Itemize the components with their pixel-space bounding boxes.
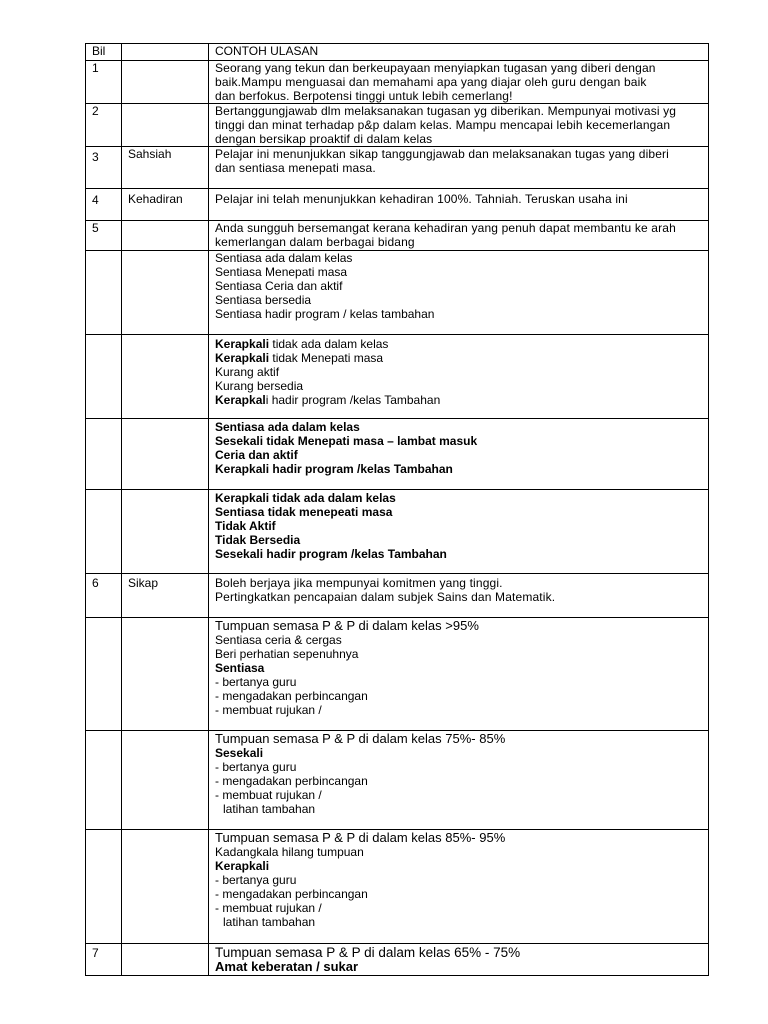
row-number	[86, 944, 122, 976]
desc-line: Sentiasa ada dalam kelas	[215, 420, 360, 434]
desc-line	[215, 393, 708, 407]
desc-line: Sentiasa hadir program / kelas tambahan	[215, 307, 435, 321]
plain-text: Kurang bersedia	[215, 379, 304, 393]
emphasis-text: Kerapkali	[215, 351, 270, 365]
desc-line: - bertanya guru	[215, 873, 297, 887]
emphasis-text: Kerapkal	[215, 393, 266, 407]
desc-line: Tumpuan semasa P & P di dalam kelas 75%- 85%	[215, 731, 506, 746]
row-number	[86, 618, 122, 731]
row-category-text: Kehadiran	[128, 192, 183, 206]
table-row	[86, 189, 709, 221]
emphasis-text: Kerapkali	[215, 337, 270, 351]
row-number	[86, 419, 122, 490]
desc-line: Tumpuan semasa P & P di dalam kelas >95%	[215, 618, 479, 633]
desc-line: Beri perhatian sepenuhnya	[215, 647, 359, 661]
desc-line	[215, 379, 708, 393]
row-number	[86, 335, 122, 419]
row-category	[122, 419, 209, 490]
desc-line: Sesekali hadir program /kelas Tambahan	[215, 547, 447, 561]
desc-line: Amat keberatan / sukar	[215, 959, 359, 974]
desc-line: Kerapkali hadir program /kelas Tambahan	[215, 462, 453, 476]
desc-line: - bertanya guru	[215, 760, 297, 774]
row-description	[209, 251, 709, 335]
row-category	[122, 221, 209, 251]
row-number	[86, 251, 122, 335]
row-description	[209, 147, 709, 189]
desc-line: dengan bersikap proaktif di dalam kelas	[215, 132, 433, 146]
row-number-text: 7	[92, 946, 99, 960]
row-description	[209, 490, 709, 574]
desc-line: Tidak Bersedia	[215, 533, 301, 547]
desc-line: Kerapkali	[215, 859, 270, 873]
table-header-row	[86, 44, 709, 61]
desc-line: Boleh berjaya jika mempunyai komitmen yang tinggi.	[215, 576, 503, 590]
row-category	[122, 61, 209, 104]
plain-text: tidak ada dalam kelas	[269, 337, 389, 351]
row-category	[122, 104, 209, 147]
table-row	[86, 830, 709, 944]
table-row	[86, 335, 709, 419]
desc-line: Sesekali	[215, 746, 264, 760]
row-number	[86, 830, 122, 944]
row-description	[209, 618, 709, 731]
row-number	[86, 189, 122, 221]
desc-line: latihan tambahan	[223, 802, 316, 816]
desc-line: - membuat rujukan /	[215, 703, 322, 717]
row-number-text: 6	[92, 576, 99, 590]
desc-line	[215, 351, 708, 365]
table-row	[86, 944, 709, 976]
row-number-text: 3	[92, 150, 99, 164]
row-number	[86, 731, 122, 830]
row-description	[209, 104, 709, 147]
desc-line: Pelajar ini menunjukkan sikap tanggungjawab dan melaksanakan tugas yang diberi	[215, 147, 669, 161]
row-category: Sahsiah	[122, 147, 209, 189]
desc-line: Sentiasa	[215, 661, 265, 675]
row-description	[209, 189, 709, 221]
row-number	[86, 574, 122, 618]
row-number: 5	[86, 221, 122, 251]
row-description	[209, 944, 709, 976]
header-title: CONTOH ULASAN	[209, 44, 709, 61]
row-category	[122, 335, 209, 419]
desc-line: dan berfokus. Berpotensi tinggi untuk lebih cemerlang!	[215, 89, 513, 103]
plain-text: tidak Menepati masa	[269, 351, 384, 365]
table-row	[86, 147, 709, 189]
table-row	[86, 574, 709, 618]
desc-line: Sentiasa bersedia	[215, 293, 312, 307]
row-category	[122, 944, 209, 976]
desc-line: kemerlangan dalam berbagai bidang	[215, 235, 415, 249]
desc-line: - membuat rujukan /	[215, 788, 322, 802]
row-description	[209, 335, 709, 419]
table-row	[86, 61, 709, 104]
desc-line: Kerapkali tidak ada dalam kelas	[215, 491, 396, 505]
ulasan-table	[85, 43, 709, 976]
plain-text: Kurang aktif	[215, 365, 280, 379]
table-row	[86, 490, 709, 574]
desc-line: - mengadakan perbincangan	[215, 689, 368, 703]
table-row	[86, 221, 709, 251]
table-row	[86, 104, 709, 147]
row-description	[209, 830, 709, 944]
row-category	[122, 830, 209, 944]
row-number: 2	[86, 104, 122, 147]
plain-text: i hadir program /kelas Tambahan	[265, 393, 441, 407]
desc-line: tinggi dan minat terhadap p&p dalam kelas. Mampu mencapai lebih kecemerlangan	[215, 118, 671, 132]
desc-line: Pelajar ini telah menunjukkan kehadiran 100%. Tahniah. Teruskan usaha ini	[215, 192, 628, 206]
table-row	[86, 731, 709, 830]
row-category	[122, 618, 209, 731]
desc-line: dan sentiasa menepati masa.	[215, 161, 376, 175]
row-description	[209, 61, 709, 104]
desc-line: - mengadakan perbincangan	[215, 887, 368, 901]
row-category	[122, 731, 209, 830]
desc-line: Tumpuan semasa P & P di dalam kelas 65% - 75%	[215, 945, 521, 960]
desc-line: Kadangkala hilang tumpuan	[215, 845, 364, 859]
row-category	[122, 490, 209, 574]
row-description	[209, 221, 709, 251]
row-description	[209, 419, 709, 490]
desc-line: - membuat rujukan /	[215, 901, 322, 915]
desc-line: - bertanya guru	[215, 675, 297, 689]
desc-line: Pertingkatkan pencapaian dalam subjek Sains dan Matematik.	[215, 590, 556, 604]
row-category	[122, 574, 209, 618]
desc-line: Sentiasa Menepati masa	[215, 265, 348, 279]
desc-line: latihan tambahan	[223, 915, 316, 929]
desc-line: - mengadakan perbincangan	[215, 774, 368, 788]
desc-line	[215, 365, 708, 379]
desc-line: Sentiasa tidak menepeati masa	[215, 505, 393, 519]
desc-line: Ceria dan aktif	[215, 448, 298, 462]
row-number	[86, 147, 122, 189]
desc-line: Seorang yang tekun dan berkeupayaan menyiapkan tugasan yang diberi dengan	[215, 61, 656, 75]
row-number-text: 4	[92, 193, 99, 207]
desc-line: Anda sungguh bersemangat kerana kehadiran yang penuh dapat membantu ke arah	[215, 221, 676, 235]
row-category	[122, 189, 209, 221]
row-category-text: Sikap	[128, 576, 159, 590]
header-bil: Bil	[86, 44, 122, 61]
row-category	[122, 251, 209, 335]
table-row	[86, 251, 709, 335]
desc-line: Bertanggungjawab dlm melaksanakan tugasan yg diberikan. Mempunyai motivasi yg	[215, 104, 677, 118]
row-number: 1	[86, 61, 122, 104]
desc-line	[215, 337, 708, 351]
row-description	[209, 574, 709, 618]
desc-line: Tidak Aktif	[215, 519, 276, 533]
row-description	[209, 731, 709, 830]
table-row	[86, 419, 709, 490]
table-row	[86, 618, 709, 731]
desc-line: Sentiasa ada dalam kelas	[215, 251, 353, 265]
header-category	[122, 44, 209, 61]
row-number	[86, 490, 122, 574]
desc-line: Sesekali tidak Menepati masa – lambat masuk	[215, 434, 478, 448]
desc-line: baik.Mampu menguasai dan memahami apa yang diajar oleh guru dengan baik	[215, 75, 647, 89]
desc-line: Sentiasa ceria & cergas	[215, 633, 342, 647]
desc-line: Tumpuan semasa P & P di dalam kelas 85%- 95%	[215, 830, 506, 845]
desc-line: Sentiasa Ceria dan aktif	[215, 279, 343, 293]
